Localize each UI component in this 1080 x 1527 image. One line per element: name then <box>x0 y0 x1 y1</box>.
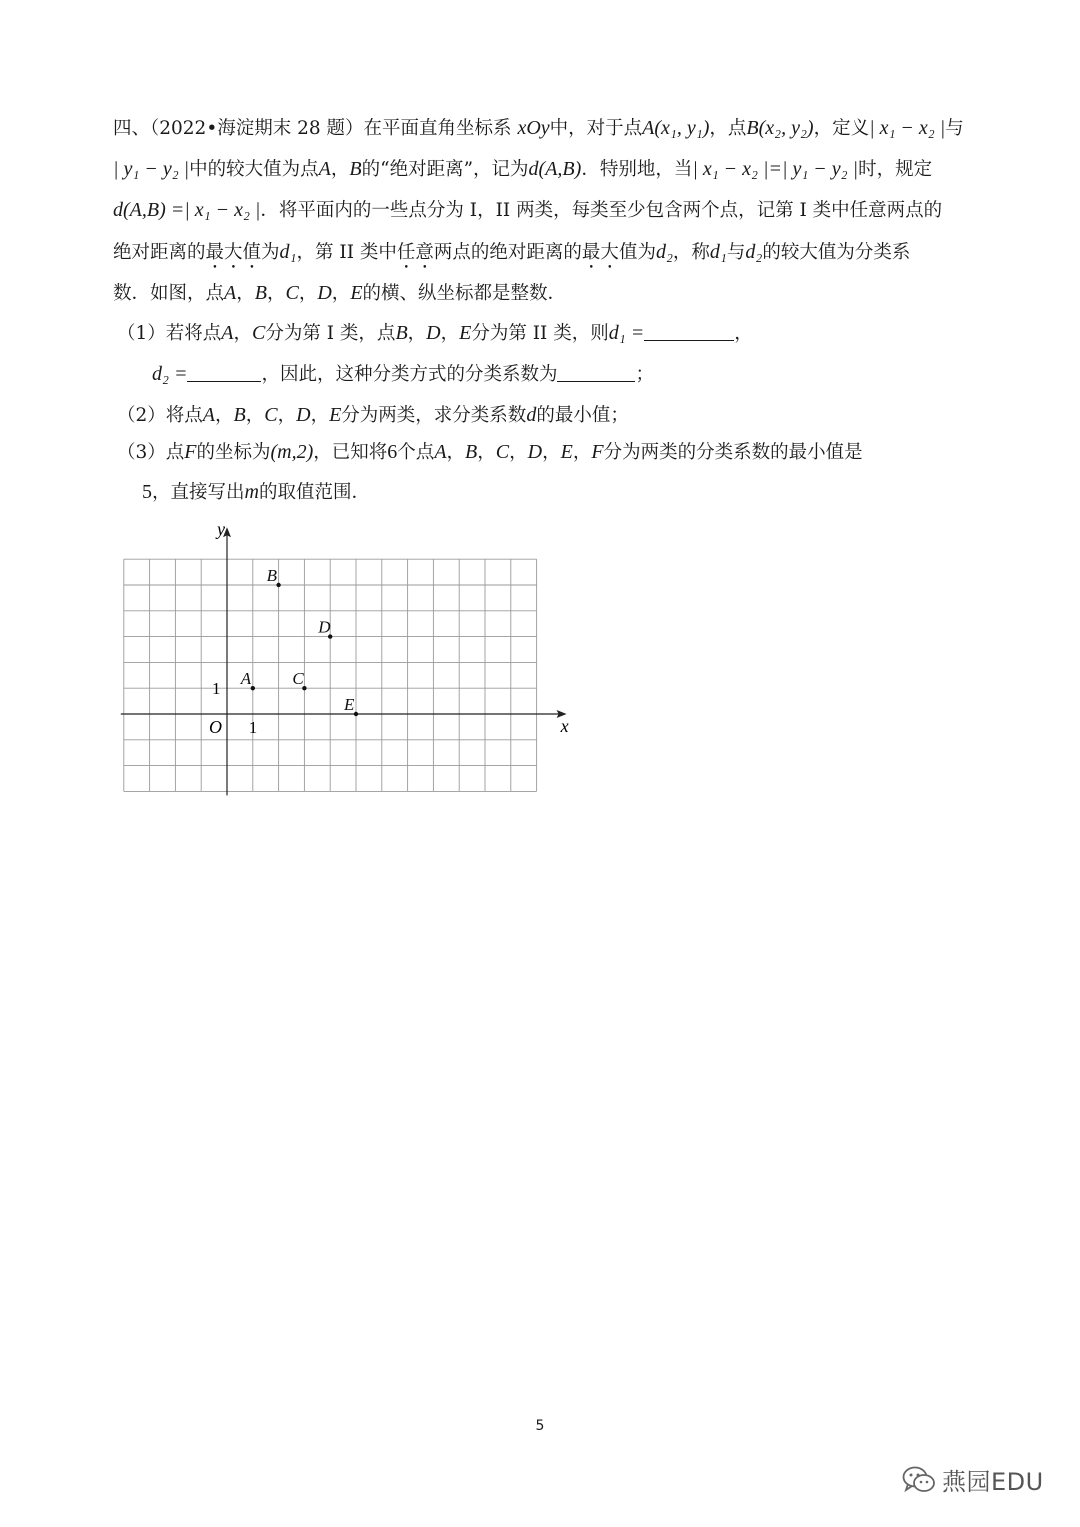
label-c: C <box>285 282 299 304</box>
text: 值为 <box>618 242 656 263</box>
d1-symbol: d₁ <box>709 241 727 263</box>
label-a: A <box>202 404 215 426</box>
label-e: E <box>459 322 472 344</box>
text: 分为第 I 类，点 <box>265 323 396 344</box>
text: ， <box>572 442 592 463</box>
text: 时，规定 <box>858 159 933 180</box>
label-c: C <box>264 404 278 426</box>
equality-condition: | x₁ − x₂ |=| y₁ − y₂ | <box>692 158 859 180</box>
text: ，因此，这种分类方式的分类系数为 <box>261 364 558 385</box>
label-c: C <box>252 322 266 344</box>
dab-notation: d(A,B) <box>528 158 582 180</box>
emphasis-text: 最大值 <box>205 242 262 263</box>
text: 中的较大值为点 <box>189 159 319 180</box>
text: 数．如图，点 <box>113 283 225 304</box>
point-d-label: D <box>318 617 331 637</box>
abs-x-expr: | x₁ − x₂ | <box>869 117 946 139</box>
m-symbol: m <box>244 481 259 503</box>
text: ，称 <box>672 242 710 263</box>
text: ， <box>509 442 528 463</box>
label-e: E <box>350 282 363 304</box>
text: 中，对于点 <box>549 118 643 139</box>
points <box>240 566 358 716</box>
text: 绝对距离的 <box>113 242 206 263</box>
count-six: 6 <box>387 441 398 463</box>
point-e-label: E <box>344 695 355 714</box>
label-b: B <box>233 404 246 426</box>
text: ， <box>236 283 255 304</box>
point-e-dot <box>354 712 358 716</box>
label-e: E <box>329 404 342 426</box>
text: 的较大值为分类系 <box>762 242 911 263</box>
y-tick-label: 1 <box>212 679 221 699</box>
text: 为 <box>261 242 280 263</box>
text: 的取值范围． <box>258 482 370 503</box>
text: ， <box>266 283 286 304</box>
emphasis-text: 任意 <box>396 242 434 263</box>
text: 两点的绝对距离的 <box>433 242 582 263</box>
label-b: B <box>349 158 362 180</box>
label-b: B <box>465 441 478 463</box>
text: ， <box>310 405 330 426</box>
text: ， <box>734 323 753 344</box>
text: 与 <box>945 118 964 139</box>
text: ， <box>331 283 351 304</box>
question-2-label: （2）将点 <box>117 405 203 426</box>
text: ， <box>233 323 253 344</box>
d2-equals: d₂ = <box>152 363 188 385</box>
coord-system: xOy <box>517 117 550 139</box>
point-a-label: A <box>240 669 252 689</box>
text: ，直接写出 <box>152 482 245 503</box>
label-c: C <box>495 441 510 463</box>
label-a: A <box>434 441 447 463</box>
x-tick-label: 1 <box>248 718 258 737</box>
question-1-label: （1）若将点 <box>117 323 222 344</box>
label-d: D <box>527 441 543 463</box>
text: ， <box>477 442 496 463</box>
label-f: F <box>184 441 197 463</box>
text: 分为第 II 类，则 <box>471 323 609 344</box>
text: 与 <box>726 242 746 263</box>
text: ， <box>277 405 297 426</box>
text: 分为两类的分类系数的最小值是 <box>603 442 863 463</box>
text: 的坐标为 <box>196 442 271 463</box>
label-a: A <box>221 322 234 344</box>
text: 的横、纵坐标都是整数． <box>362 283 567 304</box>
text: ．特别地，当 <box>581 159 693 180</box>
label-a: A <box>318 158 331 180</box>
point-b-label: B <box>266 566 277 585</box>
point-b-dot <box>276 583 280 587</box>
text: ， <box>330 159 350 180</box>
point-b-def: B(x₂, y₂) <box>746 117 814 139</box>
d2-symbol: d₂ <box>745 241 763 263</box>
label-e: E <box>560 441 573 463</box>
d1-symbol: d₁ <box>279 241 297 263</box>
text: 个点 <box>397 442 435 463</box>
text: ， <box>542 442 561 463</box>
y-axis-label: y <box>217 519 225 540</box>
d2-symbol: d₂ <box>655 241 673 263</box>
brand-name: 燕园EDU <box>942 1468 1044 1496</box>
brand-watermark <box>902 1462 1044 1497</box>
question-3-label: （3）点 <box>117 442 185 463</box>
label-f: F <box>591 441 604 463</box>
text: 的“绝对距离”，记为 <box>361 159 529 180</box>
text: ， <box>446 442 466 463</box>
point-a-def: A(x₁, y₁) <box>642 117 710 139</box>
x-axis-label: x <box>560 716 569 736</box>
point-c-label: C <box>292 669 304 689</box>
abs-y-expr: | y₁ − y₂ | <box>113 158 190 180</box>
text: ，定义 <box>813 118 870 139</box>
text: ； <box>635 364 654 385</box>
text: ．将平面内的一些点分为 I，II 两类，每类至少包含两个点，记第 I 类中任意两点的 <box>260 200 943 221</box>
label-b: B <box>395 322 408 344</box>
point-f-coord: (m,2) <box>270 441 314 463</box>
page-number: 5 <box>535 1418 545 1434</box>
text: ， <box>298 283 318 304</box>
point-a-dot <box>251 686 255 690</box>
label-d: D <box>296 404 311 426</box>
text: ， <box>440 323 460 344</box>
d-symbol: d <box>526 404 537 426</box>
emphasis-text: 最大 <box>581 242 619 263</box>
d1-equals: d₁ = <box>608 322 645 344</box>
text: ， <box>407 323 427 344</box>
label-a: A <box>224 282 237 304</box>
grid-lines <box>124 559 537 791</box>
text: 分为两类，求分类系数 <box>341 405 527 426</box>
text: 的最小值； <box>536 405 629 426</box>
min-value-five: 5 <box>142 481 152 503</box>
text: ， <box>215 405 234 426</box>
wechat-icon <box>902 1465 936 1495</box>
text: ，已知将 <box>313 442 388 463</box>
text: ，第 II 类中 <box>296 242 397 263</box>
problem-intro: 四、（2022•海淀期末 28 题）在平面直角坐标系 <box>113 118 512 139</box>
origin-label: O <box>209 717 222 737</box>
axes <box>121 527 567 795</box>
dab-rule: d(A,B) =| x₁ − x₂ | <box>113 199 261 221</box>
text: ，点 <box>709 118 747 139</box>
label-d: D <box>317 282 332 304</box>
text: ， <box>245 405 265 426</box>
label-d: D <box>426 322 441 344</box>
label-b: B <box>254 282 267 304</box>
